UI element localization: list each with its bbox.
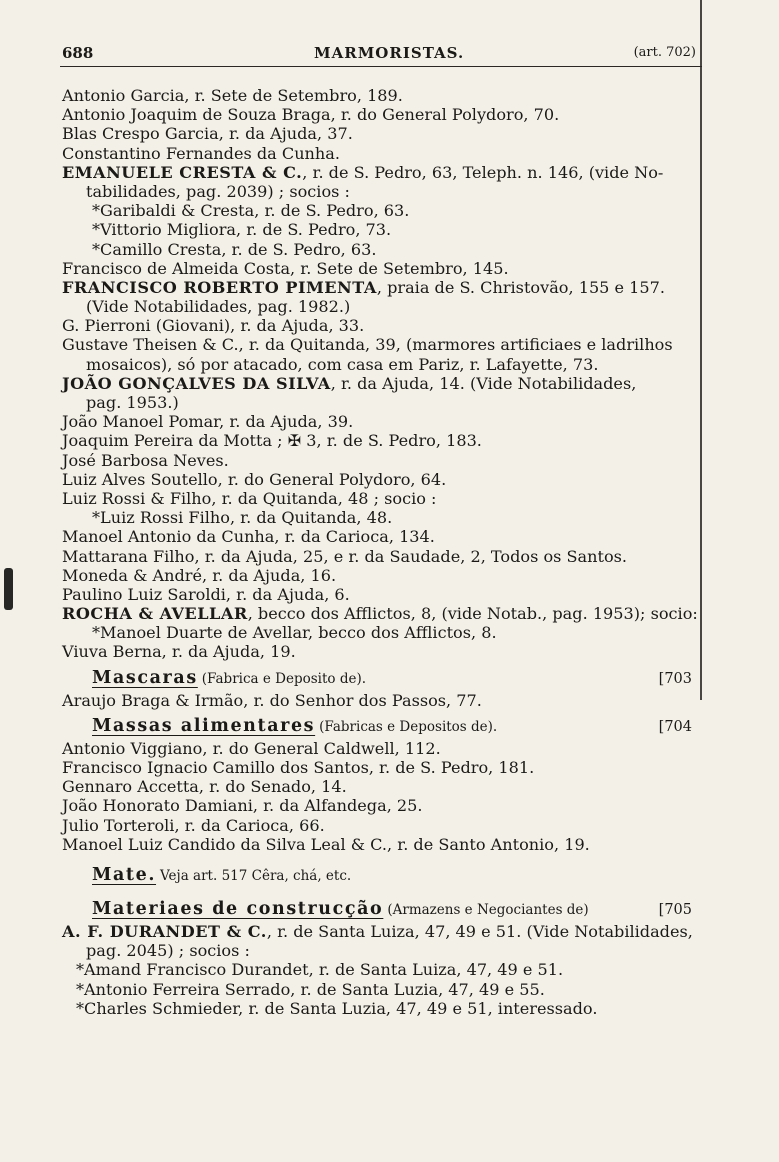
- partner-item: *Camillo Cresta, r. de S. Pedro, 63.: [92, 239, 377, 259]
- list-item: Manoel Antonio da Cunha, r. da Carioca, 134.: [62, 527, 435, 547]
- list-item-continuation: mosaicos), só por atacado, com casa em Pariz, r. Lafayette, 73.: [86, 354, 599, 374]
- list-item: Luiz Alves Soutello, r. do General Polydoro, 64.: [62, 469, 447, 489]
- list-item-continuation: pag. 1953.): [86, 393, 179, 412]
- partner-item: *Amand Francisco Durandet, r. de Santa Luiza, 47, 49 e 51.: [76, 960, 564, 980]
- article-ref: (art. 702): [633, 45, 696, 60]
- section-title: Materiaes de construcção: [92, 898, 384, 919]
- list-item: Francisco Ignacio Camillo dos Santos, r. de S. Pedro, 181.: [62, 758, 535, 777]
- firm-address: , r. de S. Pedro, 63, Teleph. n. 146, (vide No-: [302, 162, 664, 182]
- list-item: [62, 278, 712, 297]
- list-item: Antonio Joaquim de Souza Braga, r. do General Polydoro, 70.: [62, 105, 560, 125]
- section-subtitle: Veja art. 517 Cêra, chá, etc.: [160, 867, 352, 884]
- list-item: Constantino Fernandes da Cunha.: [62, 143, 341, 163]
- section-title: Mascaras: [92, 667, 198, 688]
- page-title: MARMORISTAS.: [314, 44, 465, 62]
- list-item: [62, 374, 712, 393]
- list-item: Francisco de Almeida Costa, r. Sete de Setembro, 145.: [62, 258, 509, 278]
- list-item: Julio Torteroli, r. da Carioca, 66.: [62, 815, 325, 835]
- section-number: [704: [658, 718, 692, 735]
- firm-name: JOÃO GONÇALVES DA SILVA: [62, 373, 331, 393]
- list-item: Antonio Garcia, r. Sete de Setembro, 189.: [62, 86, 403, 105]
- section-heading-materiaes: [62, 896, 712, 922]
- list-item: Antonio Viggiano, r. do General Caldwell, 112.: [62, 738, 441, 758]
- firm-address: , praia de S. Christovão, 155 e 157.: [376, 277, 666, 297]
- firm-address: , r. de Santa Luiza, 47, 49 e 51. (Vide Notabilidades,: [266, 921, 693, 941]
- partner-item: *Luiz Rossi Filho, r. da Quitanda, 48.: [92, 508, 393, 528]
- list-item-continuation: pag. 2045) ; socios :: [86, 941, 250, 961]
- list-item: [62, 163, 712, 182]
- section-heading-mate: [62, 862, 712, 888]
- firm-address: , becco dos Afflictos, 8, (vide Notab., pag. 1953); socio:: [247, 604, 698, 624]
- partner-item: *Garibaldi & Cresta, r. de S. Pedro, 63.: [92, 201, 410, 221]
- list-item: João Honorato Damiani, r. da Alfandega, 25.: [62, 796, 423, 816]
- list-item: Manoel Luiz Candido da Silva Leal & C., r. de Santo Antonio, 19.: [62, 834, 590, 854]
- header-rule: [60, 66, 702, 67]
- list-item-continuation: (Vide Notabilidades, pag. 1982.): [86, 297, 351, 317]
- page-number: 688: [62, 44, 94, 62]
- list-item: [62, 922, 712, 941]
- ink-smudge: [4, 568, 13, 610]
- list-item: Blas Crespo Garcia, r. da Ajuda, 37.: [62, 124, 353, 144]
- list-item: Paulino Luiz Saroldi, r. da Ajuda, 6.: [62, 584, 350, 604]
- section-heading-massas: [62, 713, 712, 739]
- partner-item: *Antonio Ferreira Serrado, r. de Santa Luzia, 47, 49 e 55.: [76, 979, 545, 999]
- partner-item: *Manoel Duarte de Avellar, becco dos Afflictos, 8.: [92, 623, 497, 643]
- list-item: Gennaro Accetta, r. do Senado, 14.: [62, 777, 347, 797]
- page-header: [62, 44, 702, 68]
- firm-name: EMANUELE CRESTA & C.: [62, 162, 303, 182]
- firm-address: , r. da Ajuda, 14. (Vide Notabilidades,: [330, 373, 637, 393]
- section-title: Mate.: [92, 864, 157, 885]
- list-item: [62, 604, 712, 623]
- list-item: Gustave Theisen & C., r. da Quitanda, 39, (marmores artificiaes e ladrilhos: [62, 335, 673, 355]
- section-subtitle: (Fabrica e Deposito de).: [201, 670, 367, 687]
- firm-name: ROCHA & AVELLAR: [62, 604, 248, 624]
- section-subtitle: (Armazens e Negociantes de): [387, 901, 589, 918]
- listing-body: [62, 86, 712, 1018]
- section-number: [703: [658, 670, 692, 687]
- section-subtitle: (Fabricas e Depositos de).: [319, 718, 498, 735]
- section-number: [705: [658, 901, 692, 918]
- section-heading-mascaras: [62, 665, 712, 691]
- list-item: G. Pierroni (Giovani), r. da Ajuda, 33.: [62, 316, 365, 336]
- list-item: João Manoel Pomar, r. da Ajuda, 39.: [62, 412, 354, 432]
- list-item: Araujo Braga & Irmão, r. do Senhor dos Passos, 77.: [62, 690, 482, 710]
- partner-item: *Charles Schmieder, r. de Santa Luzia, 47, 49 e 51, interessado.: [76, 998, 598, 1018]
- partner-item: *Vittorio Migliora, r. de S. Pedro, 73.: [92, 220, 392, 240]
- list-item: Moneda & André, r. da Ajuda, 16.: [62, 565, 337, 585]
- list-item: Joaquim Pereira da Motta ; ✠ 3, r. de S. Pedro, 183.: [62, 431, 482, 451]
- section-title: Massas alimentares: [92, 715, 316, 736]
- firm-name: FRANCISCO ROBERTO PIMENTA: [62, 277, 377, 297]
- list-item: Mattarana Filho, r. da Ajuda, 25, e r. da Saudade, 2, Todos os Santos.: [62, 546, 628, 566]
- list-item: Viuva Berna, r. da Ajuda, 19.: [62, 642, 296, 662]
- list-item: Luiz Rossi & Filho, r. da Quitanda, 48 ; socio :: [62, 488, 437, 508]
- list-item-continuation: tabilidades, pag. 2039) ; socios :: [86, 181, 350, 201]
- firm-name: A. F. DURANDET & C.: [62, 921, 267, 941]
- list-item: José Barbosa Neves.: [62, 450, 229, 470]
